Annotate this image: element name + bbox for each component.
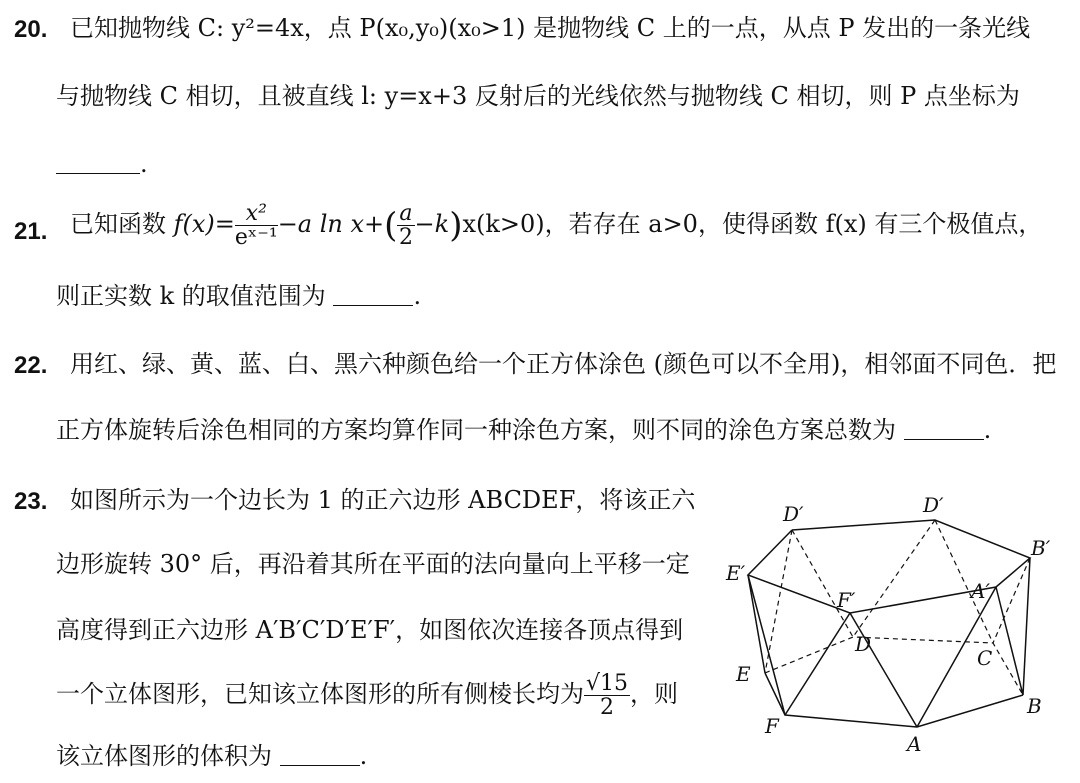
question-number-22: 22. bbox=[14, 352, 48, 379]
answer-blank bbox=[280, 765, 360, 766]
q20-answer-line: . bbox=[56, 152, 148, 176]
label-B: B bbox=[1027, 694, 1042, 718]
question-number-20: 20. bbox=[14, 16, 48, 43]
label-C: C bbox=[977, 646, 993, 670]
q21-line1: 已知函数 f(x)= $\frac{\text{x²}}{\text{eˣ⁻¹}}$ −a ln x+( $\frac{a}{2}$ −k)x(k>0)，若存在 a>0，使得函数 f(x) 有三个极值点， bbox=[70, 201, 1043, 251]
label-A-prime: A′ bbox=[971, 579, 990, 603]
answer-blank bbox=[904, 439, 984, 440]
question-number-21: 21. bbox=[14, 218, 48, 245]
label-F-prime: F′ bbox=[837, 588, 856, 612]
fraction-sqrt15-over-2: $\frac{√15}{2}$ bbox=[586, 671, 629, 721]
label-E: E bbox=[736, 662, 751, 686]
label-D-prime-right: D′ bbox=[923, 495, 944, 517]
question-number-23: 23. bbox=[14, 488, 48, 515]
antiprism-figure bbox=[725, 495, 1065, 775]
q22-line1: 用红、绿、黄、蓝、白、黑六种颜色给一个正方体涂色 (颜色可以不全用)，相邻面不同色．把 bbox=[70, 350, 1057, 378]
answer-blank bbox=[333, 305, 413, 306]
label-D: D bbox=[855, 632, 872, 656]
q23-line2: 边形旋转 30° 后，再沿着其所在平面的法向量向上平移一定 bbox=[56, 550, 690, 578]
label-A: A bbox=[907, 732, 922, 756]
q21-line2: 则正实数 k 的取值范围为 . bbox=[56, 282, 422, 310]
label-F: F bbox=[765, 714, 779, 738]
q20-line2: 与抛物线 C 相切，且被直线 l: y=x+3 反射后的光线依然与抛物线 C 相切，则 P 点坐标为 bbox=[56, 82, 1020, 110]
answer-blank bbox=[56, 173, 140, 174]
label-B-prime: B′ bbox=[1031, 536, 1051, 560]
label-D-prime-left: D′ bbox=[783, 502, 804, 526]
q23-line1: 如图所示为一个边长为 1 的正六边形 ABCDEF，将该正六 bbox=[70, 486, 696, 514]
q20-line1: 已知抛物线 C: y²=4x，点 P(x₀,y₀)(x₀>1) 是抛物线 C 上的一点，从点 P 发出的一条光线 bbox=[70, 14, 1031, 42]
q23-line4: 一个立体图形，已知该立体图形的所有侧棱长均为 $\frac{√15}{2}$ ，则 bbox=[56, 671, 679, 721]
label-E-prime: E′ bbox=[726, 561, 746, 585]
fraction-a-over-2: $\frac{a}{2}$ bbox=[398, 201, 413, 251]
q22-line2: 正方体旋转后涂色相同的方案均算作同一种涂色方案，则不同的涂色方案总数为 . bbox=[56, 416, 992, 444]
q23-line3: 高度得到正六边形 A′B′C′D′E′F′，如图依次连接各顶点得到 bbox=[56, 616, 684, 644]
q23-line5: 该立体图形的体积为 . bbox=[56, 742, 368, 770]
fraction-x2-over-exp: $\frac{\text{x²}}{\text{eˣ⁻¹}}$ bbox=[234, 201, 278, 251]
